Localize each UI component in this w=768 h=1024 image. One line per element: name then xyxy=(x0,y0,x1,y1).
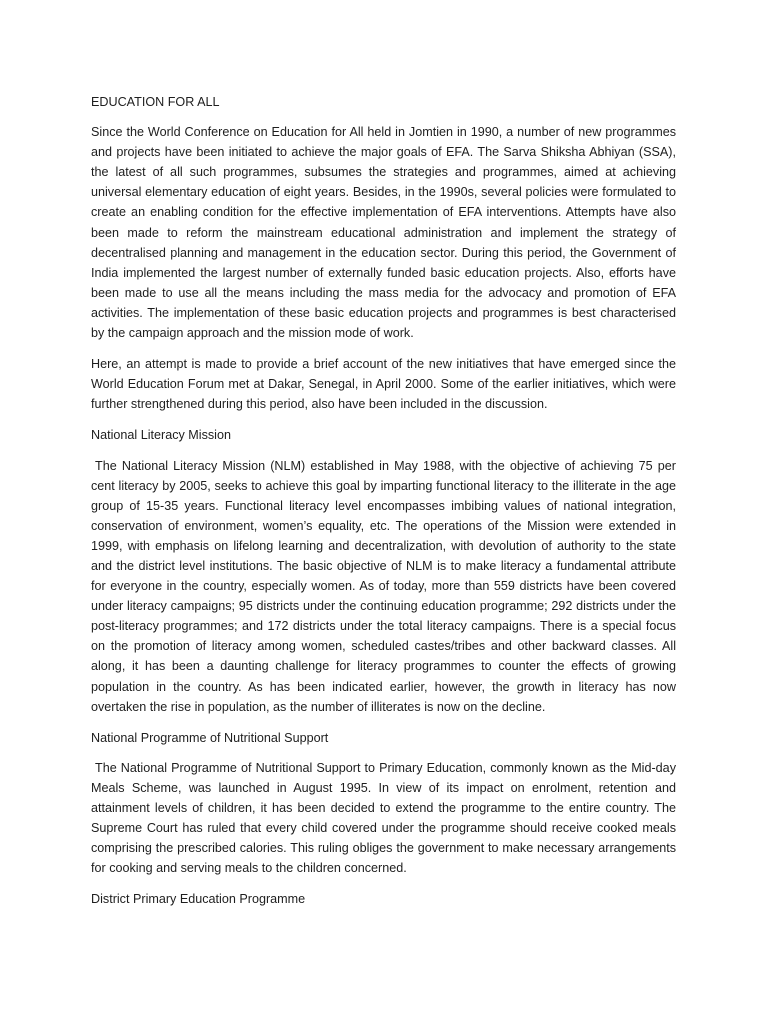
intro-paragraph: Here, an attempt is made to provide a brief account of the new initiatives that have emerged since the World Education Forum met at Dakar, Senegal, in April 2000. Some of the earlier initiatives, which were further strengthened during this period, also have been included in the discussion. xyxy=(91,357,676,412)
section-body-national-literacy-mission: The National Literacy Mission (NLM) established in May 1988, with the objective of achieving 75 per cent literacy by 2005, seeks to achieve this goal by imparting functional literacy to the illiterate in the age group of 15-35 years. Functional literacy level encompasses imbibing values of national integration, conservation of environment, women’s equality, etc. The operations of the Mission were extended in 1999, with emphasis on lifelong learning and decentralization, with devolution of authority to the state and the district level institutions. The basic objective of NLM is to make literacy a fundamental attribute for everyone in the country, especially women. As of today, more than 559 districts have been covered under literacy campaigns; 95 districts under the continuing education programme; 292 districts under the post-literacy programmes; and 172 districts under the total literacy campaigns. There is a special focus on the promotion of literacy among women, scheduled castes/tribes and other backward classes. All along, it has been a daunting challenge for literacy programmes to counter the effects of growing population in the country. As has been indicated earlier, however, the growth in literacy has now overtaken the rise in population, as the number of illiterates is now on the decline. xyxy=(91,458,676,714)
document-page xyxy=(91,92,676,919)
section-body-nutritional-support: The National Programme of Nutritional Support to Primary Education, commonly known as the Mid-day Meals Scheme, was launched in August 1995. In view of its impact on enrolment, retention and attainment levels of children, it has been decided to extend the programme to the entire country. The Supreme Court has ruled that every child covered under the programme should receive cooked meals comprising the prescribed calories. This ruling obliges the government to make necessary arrangements for cooking and serving meals to the children concerned. xyxy=(91,760,676,876)
intro-paragraph: Since the World Conference on Education for All held in Jomtien in 1990, a number of new programmes and projects have been initiated to achieve the major goals of EFA. The Sarva Shiksha Abhiyan (SSA), the latest of all such programmes, subsumes the strategies and programmes, aimed at achieving universal elementary education of eight years. Besides, in the 1990s, several policies were formulated to create an enabling condition for the effective implementation of EFA interventions. Attempts have also been made to reform the mainstream educational administration and implement the strategy of decentralised planning and management in the education sector. During this period, the Government of India implemented the largest number of externally funded basic education projects. Also, efforts have been made to use all the means including the mass media for the advocacy and promotion of EFA activities. The implementation of these basic education projects and programmes is best characterised by the campaign approach and the mission mode of work. xyxy=(91,125,676,341)
document-title: EDUCATION FOR ALL xyxy=(91,95,220,109)
section-heading-nutritional-support: National Programme of Nutritional Support xyxy=(91,730,329,745)
section-heading-national-literacy-mission: National Literacy Mission xyxy=(91,428,231,443)
section-heading-district-primary-education: District Primary Education Programme xyxy=(91,892,306,907)
